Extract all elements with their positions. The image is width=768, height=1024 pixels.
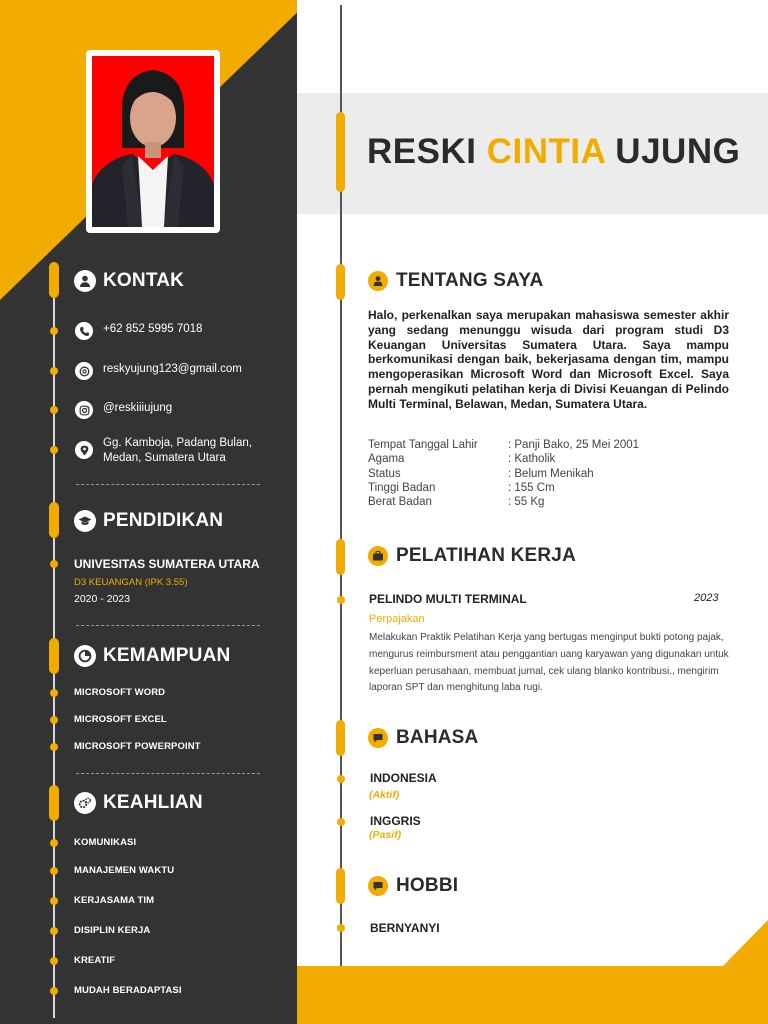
contact-phone[interactable] (75, 322, 202, 340)
skill-item: KREATIF (74, 955, 116, 966)
skill-item: KOMUNIKASI (74, 837, 137, 848)
phone-icon (75, 322, 93, 340)
timeline-dot (50, 689, 58, 697)
pie-chart-icon (74, 645, 96, 667)
email-icon (75, 362, 93, 380)
full-name (367, 132, 740, 172)
contact-email[interactable] (75, 362, 242, 380)
kontak-marker (49, 262, 59, 298)
hobbi-title: HOBBI (396, 875, 459, 896)
pendidikan-title: PENDIDIKAN (103, 510, 224, 531)
contact-instagram[interactable] (75, 401, 172, 419)
language-level: (Pasif) (369, 829, 402, 841)
bio-label: Agama (368, 453, 405, 466)
bio-label: Tinggi Badan (368, 481, 436, 494)
bio-label: Berat Badan (368, 496, 432, 509)
ability-item: MICROSOFT POWERPOINT (74, 741, 201, 752)
phone-text: +62 852 5995 7018 (103, 323, 203, 335)
graduation-cap-icon (74, 510, 96, 532)
training-description: Melakukan Praktik Pelatihan Kerja yang bertugas menginput bukti potong pajak, mengurus reimbursment atau penggantian uang karyawan yang digunakan untuk keperluan perusahaan, membuat jurnal, cek ulang blanko kontribusi., mengirim laporan SPT dan menghitung laba rugi. (369, 632, 729, 694)
training-company: PELINDO MULTI TERMINAL (369, 592, 527, 606)
kontak-heading (74, 270, 184, 292)
portrait-image (92, 56, 214, 227)
bahasa-title: BAHASA (396, 727, 479, 748)
first-name: RESKI (367, 132, 477, 171)
bottom-accent-shape (297, 870, 768, 1024)
sidebar (0, 0, 297, 1024)
bahasa-heading (368, 727, 478, 749)
keahlian-marker (49, 785, 59, 821)
person-icon (368, 271, 388, 291)
bio-row (368, 438, 639, 452)
name-marker (336, 112, 345, 192)
bahasa-marker (336, 720, 345, 756)
chat-icon (368, 728, 388, 748)
education-major: D3 KEUANGAN (IPK 3.55) (74, 577, 188, 588)
timeline-dot (337, 596, 345, 604)
bio-details (368, 438, 639, 509)
profile-photo (86, 50, 220, 233)
hobby-item: BERNYANYI (370, 921, 440, 935)
education-school: UNIVESITAS SUMATERA UTARA (74, 557, 260, 571)
bio-row (368, 467, 639, 481)
skill-item: DISIPLIN KERJA (74, 925, 151, 936)
bio-row (368, 452, 639, 466)
kemampuan-marker (49, 638, 59, 674)
pelatihan-title: PELATIHAN KERJA (396, 545, 576, 566)
bio-value: : 55 Kg (508, 496, 545, 509)
timeline-dot (337, 775, 345, 783)
address-text: Gg. Kamboja, Padang Bulan, Medan, Sumatera Utara (103, 437, 252, 464)
tentang-title: TENTANG SAYA (396, 270, 544, 291)
timeline-dot (50, 446, 58, 454)
timeline-dot (50, 367, 58, 375)
about-text: Halo, perkenalkan saya merupakan mahasiswa semester akhir yang sedang menunggu wisuda dari program studi D3 Keuangan Universitas Sumatera Utara. Saya mampu berkomunikasi dengan baik, bekerjasama dengan tim, mampu mengoperasikan Microsoft Word dan Microsoft Excel. Saya pernah mengikuti pelatihan kerja di Divisi Keuangan di Pelindo Multi Terminal, Belawan, Medan, Sumatera Utara. (368, 308, 729, 411)
tentang-marker (336, 264, 345, 300)
pelatihan-marker (336, 539, 345, 575)
contact-address (75, 436, 252, 466)
keahlian-title: KEAHLIAN (103, 792, 203, 813)
location-icon (75, 441, 93, 459)
language-level: (Aktif) (369, 789, 400, 801)
divider (76, 625, 260, 626)
bio-value: : Belum Menikah (508, 467, 594, 480)
divider (76, 773, 260, 774)
skill-item: KERJASAMA TIM (74, 895, 155, 906)
kemampuan-title: KEMAMPUAN (103, 645, 231, 666)
bio-row (368, 481, 639, 495)
timeline-dot (50, 406, 58, 414)
tentang-heading (368, 270, 543, 292)
timeline-dot (50, 897, 58, 905)
gears-icon (74, 792, 96, 814)
bio-label: Status (368, 467, 401, 480)
language-name: INDONESIA (370, 771, 437, 785)
timeline-dot (50, 867, 58, 875)
instagram-icon (75, 401, 93, 419)
instagram-text: @reskiiiujung (103, 402, 173, 414)
timeline-dot (50, 560, 58, 568)
ability-item: MICROSOFT EXCEL (74, 714, 167, 725)
timeline-dot (50, 716, 58, 724)
user-icon (74, 270, 96, 292)
timeline-dot (50, 987, 58, 995)
middle-name: CINTIA (486, 132, 606, 171)
email-text: reskyujung123@gmail.com (103, 363, 242, 375)
kontak-title: KONTAK (103, 270, 185, 291)
kemampuan-heading (74, 645, 230, 667)
training-role: Perpajakan (369, 613, 425, 625)
timeline-dot (50, 839, 58, 847)
timeline-dot (50, 927, 58, 935)
training-year: 2023 (694, 592, 719, 604)
keahlian-heading (74, 792, 203, 814)
ability-item: MICROSOFT WORD (74, 687, 166, 698)
bio-label: Tempat Tanggal Lahir (368, 439, 478, 451)
skill-item: MANAJEMEN WAKTU (74, 865, 175, 876)
bio-value: : Panji Bako, 25 Mei 2001 (508, 439, 640, 451)
timeline-dot (50, 327, 58, 335)
bio-value: : Katholik (508, 453, 556, 466)
pendidikan-marker (49, 502, 59, 538)
last-name: UJUNG (615, 132, 741, 171)
language-name: INGGRIS (370, 814, 421, 828)
briefcase-icon (368, 546, 388, 566)
timeline-dot (50, 743, 58, 751)
bio-value: : 155 Cm (508, 481, 555, 494)
skill-item: MUDAH BERADAPTASI (74, 985, 182, 996)
pendidikan-heading (74, 510, 223, 532)
bio-row (368, 495, 639, 509)
timeline-dot (50, 957, 58, 965)
education-years: 2020 - 2023 (74, 593, 131, 605)
divider (76, 484, 260, 485)
timeline-dot (337, 818, 345, 826)
pelatihan-heading (368, 545, 576, 567)
